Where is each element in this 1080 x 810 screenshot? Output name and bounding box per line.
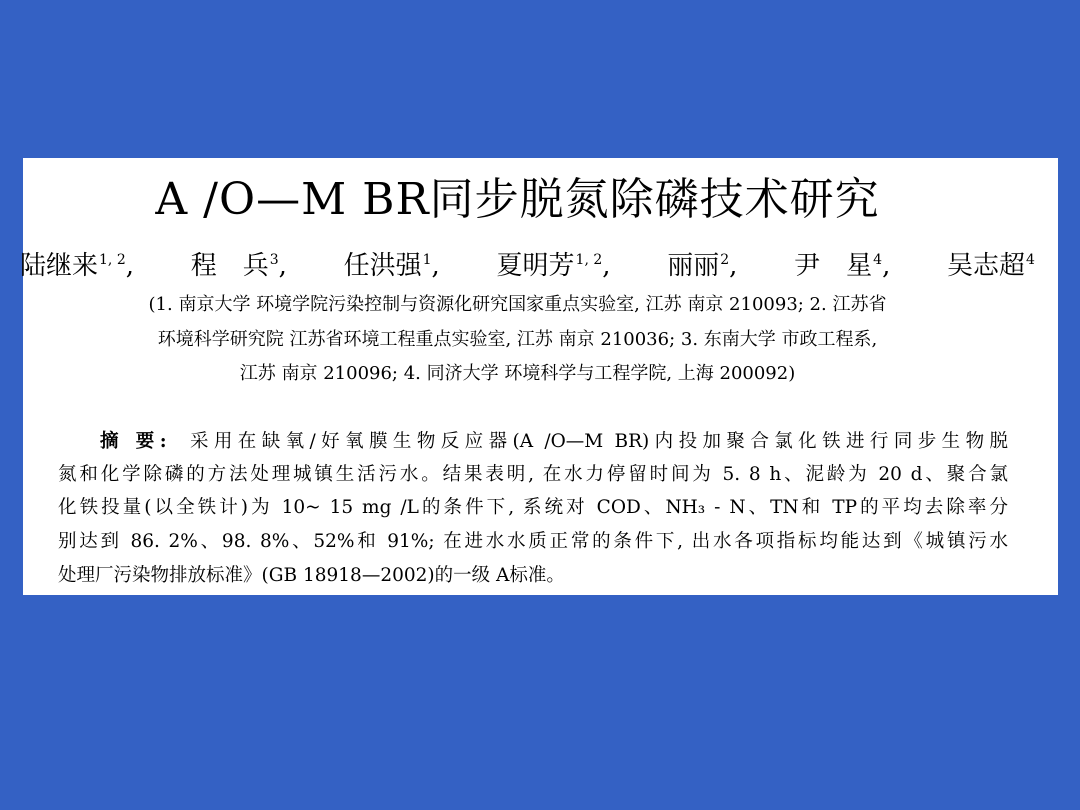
author-name: 程 兵 (190, 251, 269, 281)
author-5 (667, 240, 737, 286)
author-name: 尹 星 (794, 251, 873, 281)
author-separator: , (882, 251, 891, 281)
author-name: 夏明芳 (496, 251, 575, 281)
author-affil-mark: 1, 2 (575, 252, 603, 268)
author-separator: , (125, 251, 134, 281)
abstract-line-5: 处理厂污染物排放标准》(GB 18918—2002)的一级 A标准。 (58, 565, 565, 586)
author-name: 吴志超 (947, 251, 1026, 281)
author-2 (191, 240, 287, 286)
author-separator: , (602, 251, 611, 281)
author-affil-mark: 4 (873, 252, 883, 268)
author-name: 丽丽 (667, 251, 720, 281)
abstract-label: 摘 要: (100, 431, 167, 452)
abstract-line-4: 别达到 86. 2%、98. 8%、52%和 91%; 在进水水质正常的条件下, 出水各项指标均能达到《城镇污水 (58, 531, 1008, 552)
affiliation-line-2: 环境科学研究院 江苏省环境工程重点实验室, 江苏 南京 210036; 3. 东南大学 市政工程系, (157, 329, 878, 350)
author-3 (344, 240, 440, 286)
abstract-text: 采用在缺氧/好氧膜生物反应器(A /O—M BR)内投加聚合氯化铁进行同步生物脱 (184, 431, 1008, 452)
author-separator: , (431, 251, 440, 281)
author-6 (794, 240, 890, 286)
author-affil-mark: 1, 2 (99, 252, 126, 268)
affiliation-line-3: 江苏 南京 210096; 4. 同济大学 环境科学与工程学院, 上海 200092) (239, 363, 796, 384)
author-1 (20, 240, 134, 286)
author-list (20, 240, 1035, 286)
abstract-line-2: 氮和化学除磷的方法处理城镇生活污水。结果表明, 在水力停留时间为 5. 8 h、泥龄为 20 d、聚合氯 (58, 464, 1008, 485)
author-separator: , (278, 251, 287, 281)
author-affil-mark: 3 (269, 252, 279, 268)
abstract-line-3: 化铁投量(以全铁计)为 10~ 15 mg /L的条件下, 系统对 COD、NH₃ - N、TN和 TP的平均去除率分 (58, 497, 1008, 518)
author-separator: , (729, 251, 738, 281)
affiliation-line-1: (1. 南京大学 环境学院污染控制与资源化研究国家重点实验室, 江苏 南京 210093; 2. 江苏省 (148, 294, 887, 315)
author-affil-mark: 4 (1026, 252, 1035, 268)
paper-title: A /O—M BR同步脱氮除磷技术研究 (155, 174, 880, 225)
author-7 (947, 240, 1035, 286)
author-name: 陆继来 (20, 251, 99, 281)
abstract-line-1 (58, 428, 1008, 456)
author-name: 任洪强 (343, 251, 422, 281)
author-affil-mark: 2 (720, 252, 730, 268)
author-4 (497, 240, 611, 286)
author-affil-mark: 1 (422, 252, 432, 268)
